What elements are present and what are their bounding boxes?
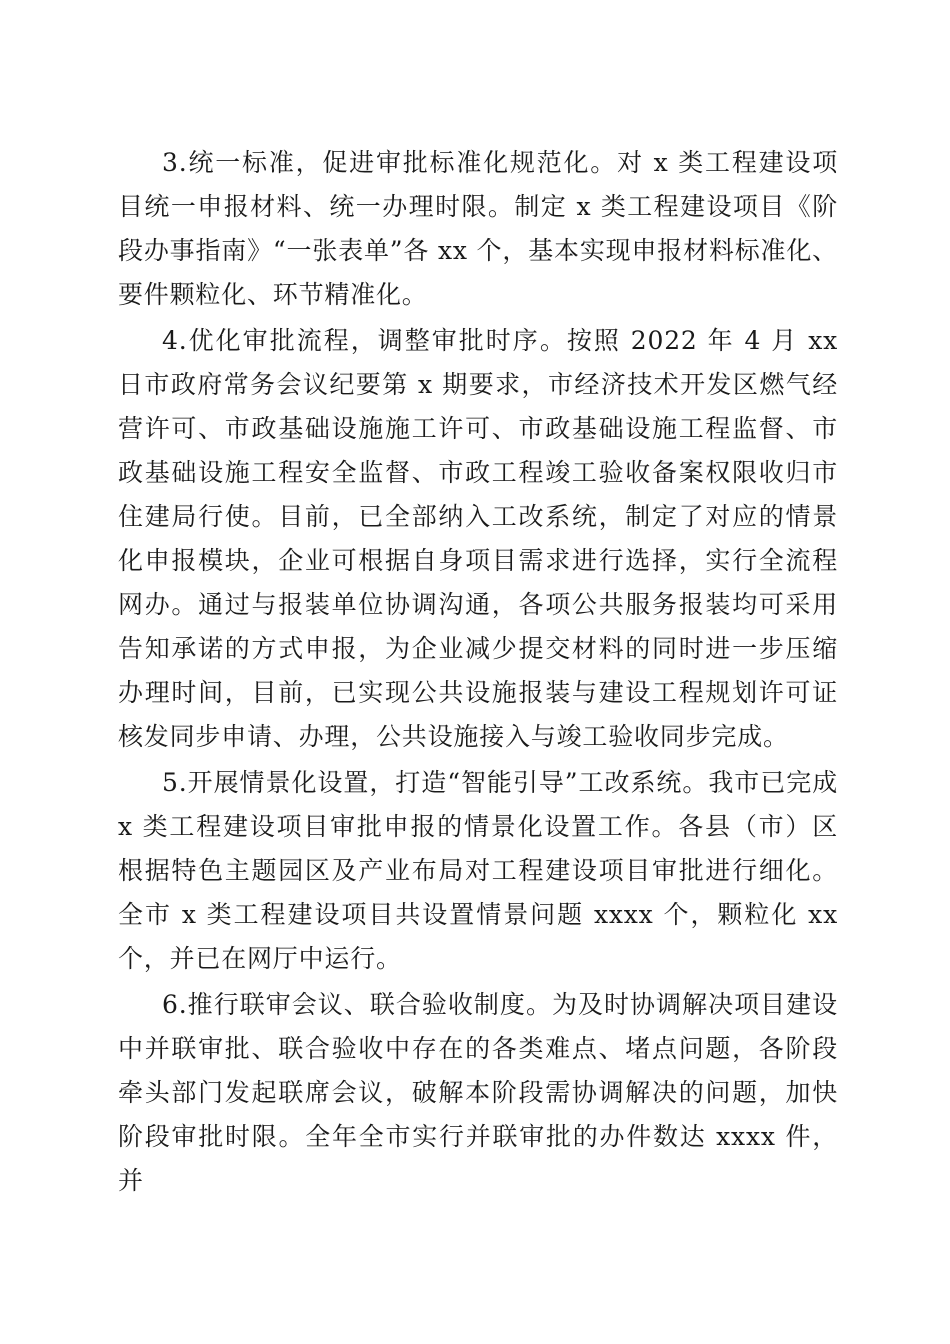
paragraph-item-3: 3.统一标准，促进审批标准化规范化。对 x 类工程建设项目统一申报材料、统一办理时限。制定 x 类工程建设项目《阶段办事指南》“一张表单”各 xx 个，基本实现申报材料标准化、要件颗粒化、环节精准化。	[118, 148, 838, 309]
document-body	[118, 141, 838, 1205]
paragraph-item-5: 5.开展情景化设置，打造“智能引导”工改系统。我市已完成 x 类工程建设项目审批申报的情景化设置工作。各县（市）区根据特色主题园区及产业布局对工程建设项目审批进行细化。全市 x 类工程建设项目共设置情景问题 xxxx 个，颗粒化 xx 个，并已在网厅中运行。	[118, 768, 838, 973]
paragraph-item-6: 6.推行联审会议、联合验收制度。为及时协调解决项目建设中并联审批、联合验收中存在的各类难点、堵点问题，各阶段牵头部门发起联席会议，破解本阶段需协调解决的问题，加快阶段审批时限。全年全市实行并联审批的办件数达 xxxx 件，并	[118, 990, 838, 1195]
paragraph-item-4: 4.优化审批流程，调整审批时序。按照 2022 年 4 月 xx 日市政府常务会议纪要第 x 期要求，市经济技术开发区燃气经营许可、市政基础设施施工许可、市政基础设施工程监督、市政基础设施工程安全监督、市政工程竣工验收备案权限收归市住建局行使。目前，已全部纳入工改系统，制定了对应的情景化申报模块，企业可根据自身项目需求进行选择，实行全流程网办。通过与报装单位协调沟通，各项公共服务报装均可采用告知承诺的方式申报，为企业减少提交材料的同时进一步压缩办理时间，目前，已实现公共设施报装与建设工程规划许可证核发同步申请、办理，公共设施接入与竣工验收同步完成。	[118, 326, 838, 751]
